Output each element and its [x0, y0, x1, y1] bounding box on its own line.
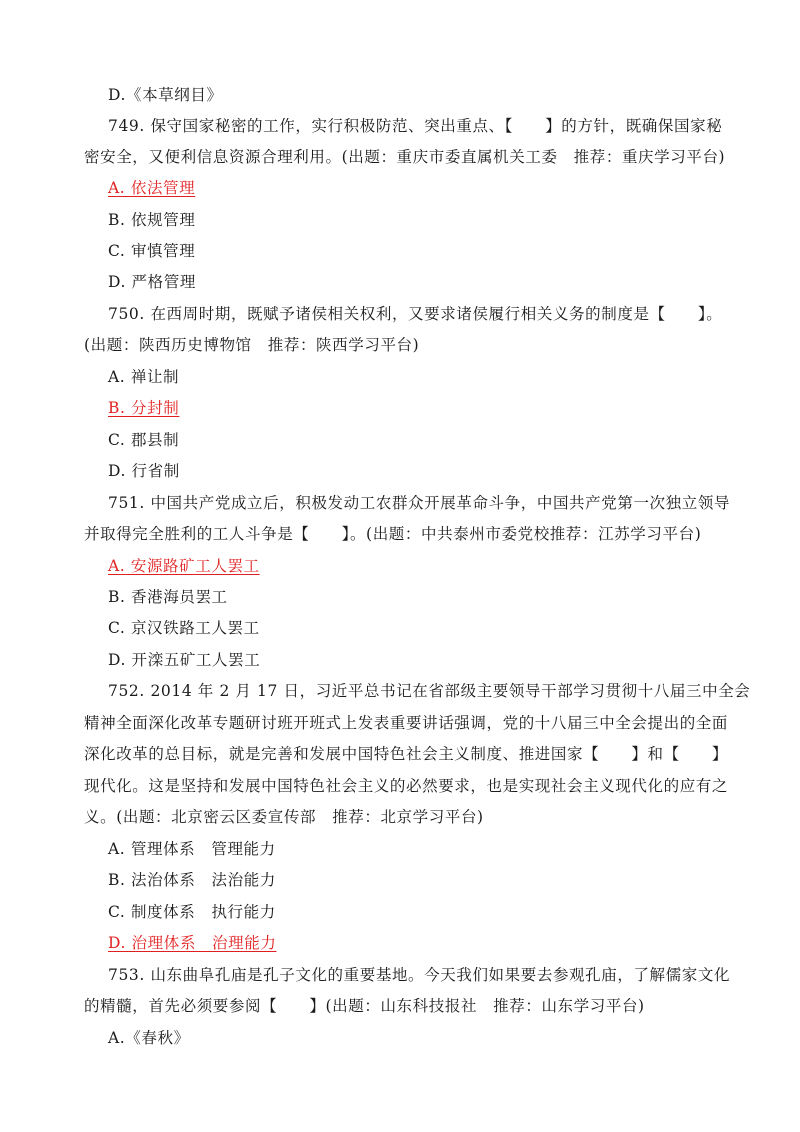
option-line: C. 郡县制 [108, 431, 180, 449]
question-751-line: 751. 中国共产党成立后，积极发动工农群众开展革命斗争，中国共产党第一次独立领导 [108, 494, 731, 512]
option-line: D. 严格管理 [108, 273, 196, 291]
question-749-line: 密安全，又便利信息资源合理利用。(出题：重庆市委直属机关工委 推荐：重庆学习平台) [84, 148, 726, 166]
answer-correct: A. 安源路矿工人罢工 [108, 557, 260, 575]
question-752-line: 752. 2014 年 2 月 17 日，习近平总书记在省部级主要领导干部学习贯彻十八届三中全会 [108, 682, 751, 700]
question-750-line: 750. 在西周时期，既赋予诸侯相关权利，又要求诸侯履行相关义务的制度是【 】。 [108, 305, 723, 323]
option-line: B. 法治体系 法治能力 [108, 871, 276, 889]
option-line: B. 香港海员罢工 [108, 588, 228, 606]
question-753-line: 753. 山东曲阜孔庙是孔子文化的重要基地。今天我们如果要去参观孔庙，了解儒家文化 [108, 966, 731, 984]
question-753-line: 的精髓，首先必须要参阅【 】(出题：山东科技报社 推荐：山东学习平台) [84, 997, 645, 1015]
option-line: C. 审慎管理 [108, 242, 196, 260]
option-line: A. 管理体系 管理能力 [108, 840, 276, 858]
answer-correct: A. 依法管理 [108, 179, 196, 197]
question-752-line: 深化改革的总目标，就是完善和发展中国特色社会主义制度、推进国家【 】和【 】 [84, 745, 729, 763]
option-line: C. 京汉铁路工人罢工 [108, 619, 260, 637]
option-line: D.《本草纲目》 [108, 86, 223, 104]
question-752-line: 现代化。这是坚持和发展中国特色社会主义的必然要求，也是实现社会主义现代化的应有之 [84, 777, 729, 795]
option-line: A. 禅让制 [108, 368, 180, 386]
option-line: B. 依规管理 [108, 211, 196, 229]
question-752-line: 义。(出题：北京密云区委宣传部 推荐：北京学习平台) [84, 808, 484, 826]
option-line: D. 行省制 [108, 462, 180, 480]
question-750-line: (出题：陕西历史博物馆 推荐：陕西学习平台) [84, 336, 420, 354]
answer-correct: B. 分封制 [108, 399, 180, 417]
question-751-line: 并取得完全胜利的工人斗争是【 】。(出题：中共泰州市委党校推荐：江苏学习平台) [84, 525, 702, 543]
question-749-line: 749. 保守国家秘密的工作，实行积极防范、突出重点、【 】的方针，既确保国家秘 [108, 117, 723, 135]
option-line: A.《春秋》 [108, 1029, 190, 1047]
option-line: D. 开滦五矿工人罢工 [108, 651, 261, 669]
answer-correct: D. 治理体系 治理能力 [108, 934, 277, 952]
option-line: C. 制度体系 执行能力 [108, 903, 276, 921]
question-752-line: 精神全面深化改革专题研讨班开班式上发表重要讲话强调，党的十八届三中全会提出的全面 [84, 714, 729, 732]
